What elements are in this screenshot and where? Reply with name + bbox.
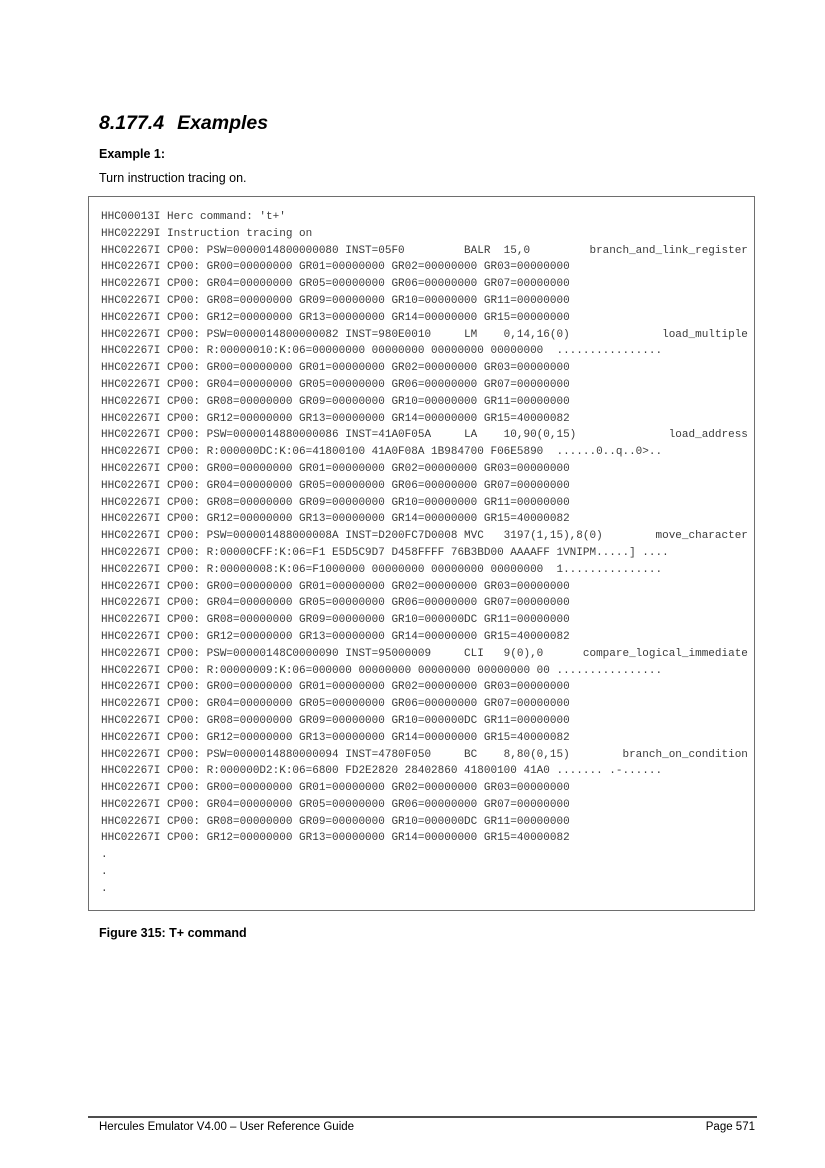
- footer-page-number: Page 571: [705, 1121, 755, 1133]
- console-line: HHC02267I CP00: GR08=00000000 GR09=00000000 GR10=00000000 GR11=00000000: [101, 395, 570, 408]
- console-line: HHC02267I CP00: PSW=0000014800000080 INST=05F0 BALR 15,0 branch_and_link_register: [101, 244, 748, 257]
- console-line: HHC02267I CP00: GR08=00000000 GR09=00000000 GR10=000000DC GR11=00000000: [101, 815, 570, 828]
- console-line: HHC02267I CP00: R:00000CFF:K:06=F1 E5D5C9D7 D458FFFF 76B3BD00 AAAAFF 1VNIPM.....] ....: [101, 546, 669, 559]
- section-heading: [99, 112, 268, 135]
- console-line: HHC02267I CP00: GR04=00000000 GR05=00000000 GR06=00000000 GR07=00000000: [101, 798, 570, 811]
- console-line: HHC02267I CP00: PSW=000001488000008A INST=D200FC7D0008 MVC 3197(1,15),8(0) move_character: [101, 530, 748, 543]
- figure-caption: Figure 315: T+ command: [99, 926, 247, 940]
- console-line: .: [101, 866, 108, 879]
- console-line: HHC02267I CP00: GR00=00000000 GR01=00000000 GR02=00000000 GR03=00000000: [101, 462, 570, 475]
- footer-divider: [88, 1116, 757, 1118]
- console-line: HHC02267I CP00: GR04=00000000 GR05=00000000 GR06=00000000 GR07=00000000: [101, 698, 570, 711]
- console-line: HHC02267I CP00: R:000000D2:K:06=6800 FD2E2820 28402860 41800100 41A0 ....... .-......: [101, 765, 663, 778]
- console-line: HHC02267I CP00: GR08=00000000 GR09=00000000 GR10=00000000 GR11=00000000: [101, 496, 570, 509]
- console-line: HHC02267I CP00: GR04=00000000 GR05=00000000 GR06=00000000 GR07=00000000: [101, 479, 570, 492]
- footer-doc-title: Hercules Emulator V4.00 – User Reference Guide: [99, 1121, 355, 1133]
- console-line: HHC02267I CP00: GR00=00000000 GR01=00000000 GR02=00000000 GR03=00000000: [101, 261, 570, 274]
- console-line: .: [101, 882, 108, 895]
- console-line: HHC02267I CP00: GR04=00000000 GR05=00000000 GR06=00000000 GR07=00000000: [101, 597, 570, 610]
- console-line: HHC02267I CP00: GR08=00000000 GR09=00000000 GR10=00000000 GR11=00000000: [101, 294, 570, 307]
- console-line: .: [101, 849, 108, 862]
- console-line: HHC02267I CP00: GR12=00000000 GR13=00000000 GR14=00000000 GR15=40000082: [101, 513, 570, 526]
- console-line: HHC02267I CP00: GR00=00000000 GR01=00000000 GR02=00000000 GR03=00000000: [101, 362, 570, 375]
- console-output-box: [88, 196, 755, 911]
- console-line: HHC00013I Herc command: 't+': [101, 211, 286, 223]
- console-line: HHC02267I CP00: PSW=0000014800000082 INST=980E0010 LM 0,14,16(0) load_multiple: [101, 328, 748, 341]
- console-line: HHC02267I CP00: GR00=00000000 GR01=00000000 GR02=00000000 GR03=00000000: [101, 681, 570, 694]
- console-output: [101, 209, 754, 898]
- console-line: HHC02267I CP00: GR12=00000000 GR13=00000000 GR14=00000000 GR15=40000082: [101, 832, 570, 845]
- console-line: HHC02267I CP00: GR00=00000000 GR01=00000000 GR02=00000000 GR03=00000000: [101, 782, 570, 795]
- console-line: HHC02267I CP00: GR08=00000000 GR09=00000000 GR10=000000DC GR11=00000000: [101, 714, 570, 727]
- console-line: HHC02267I CP00: GR12=00000000 GR13=00000000 GR14=00000000 GR15=40000082: [101, 412, 570, 425]
- console-line: HHC02267I CP00: PSW=0000014880000086 INST=41A0F05A LA 10,90(0,15) load_address: [101, 429, 748, 442]
- example-description: Turn instruction tracing on.: [99, 171, 247, 185]
- console-line: HHC02267I CP00: GR04=00000000 GR05=00000000 GR06=00000000 GR07=00000000: [101, 278, 570, 291]
- example-label: Example 1:: [99, 147, 166, 161]
- console-line: HHC02267I CP00: R:00000009:K:06=000000 00000000 00000000 00000000 00 ................: [101, 664, 663, 677]
- section-title: Examples: [177, 112, 269, 134]
- console-line: HHC02229I Instruction tracing on: [101, 227, 313, 240]
- console-line: HHC02267I CP00: GR12=00000000 GR13=00000000 GR14=00000000 GR15=40000082: [101, 731, 570, 744]
- console-line: HHC02267I CP00: PSW=0000014880000094 INST=4780F050 BC 8,80(0,15) branch_on_condition: [101, 748, 748, 761]
- section-number: 8.177.4: [99, 112, 165, 134]
- console-line: HHC02267I CP00: GR08=00000000 GR09=00000000 GR10=000000DC GR11=00000000: [101, 614, 570, 627]
- console-line: HHC02267I CP00: PSW=00000148C0000090 INST=95000009 CLI 9(0),0 compare_logical_immediate: [101, 647, 748, 660]
- page-footer: [99, 1121, 755, 1133]
- console-line: HHC02267I CP00: GR04=00000000 GR05=00000000 GR06=00000000 GR07=00000000: [101, 378, 570, 391]
- console-line: HHC02267I CP00: GR12=00000000 GR13=00000000 GR14=00000000 GR15=40000082: [101, 630, 570, 643]
- console-line: HHC02267I CP00: R:000000DC:K:06=41800100 41A0F08A 1B984700 F06E5890 ......0..q..0>..: [101, 446, 663, 459]
- console-line: HHC02267I CP00: GR00=00000000 GR01=00000000 GR02=00000000 GR03=00000000: [101, 580, 570, 593]
- console-line: HHC02267I CP00: GR12=00000000 GR13=00000000 GR14=00000000 GR15=00000000: [101, 311, 570, 324]
- console-line: HHC02267I CP00: R:00000008:K:06=F1000000 00000000 00000000 00000000 1...............: [101, 563, 663, 576]
- console-line: HHC02267I CP00: R:00000010:K:06=00000000 00000000 00000000 00000000 ................: [101, 345, 663, 358]
